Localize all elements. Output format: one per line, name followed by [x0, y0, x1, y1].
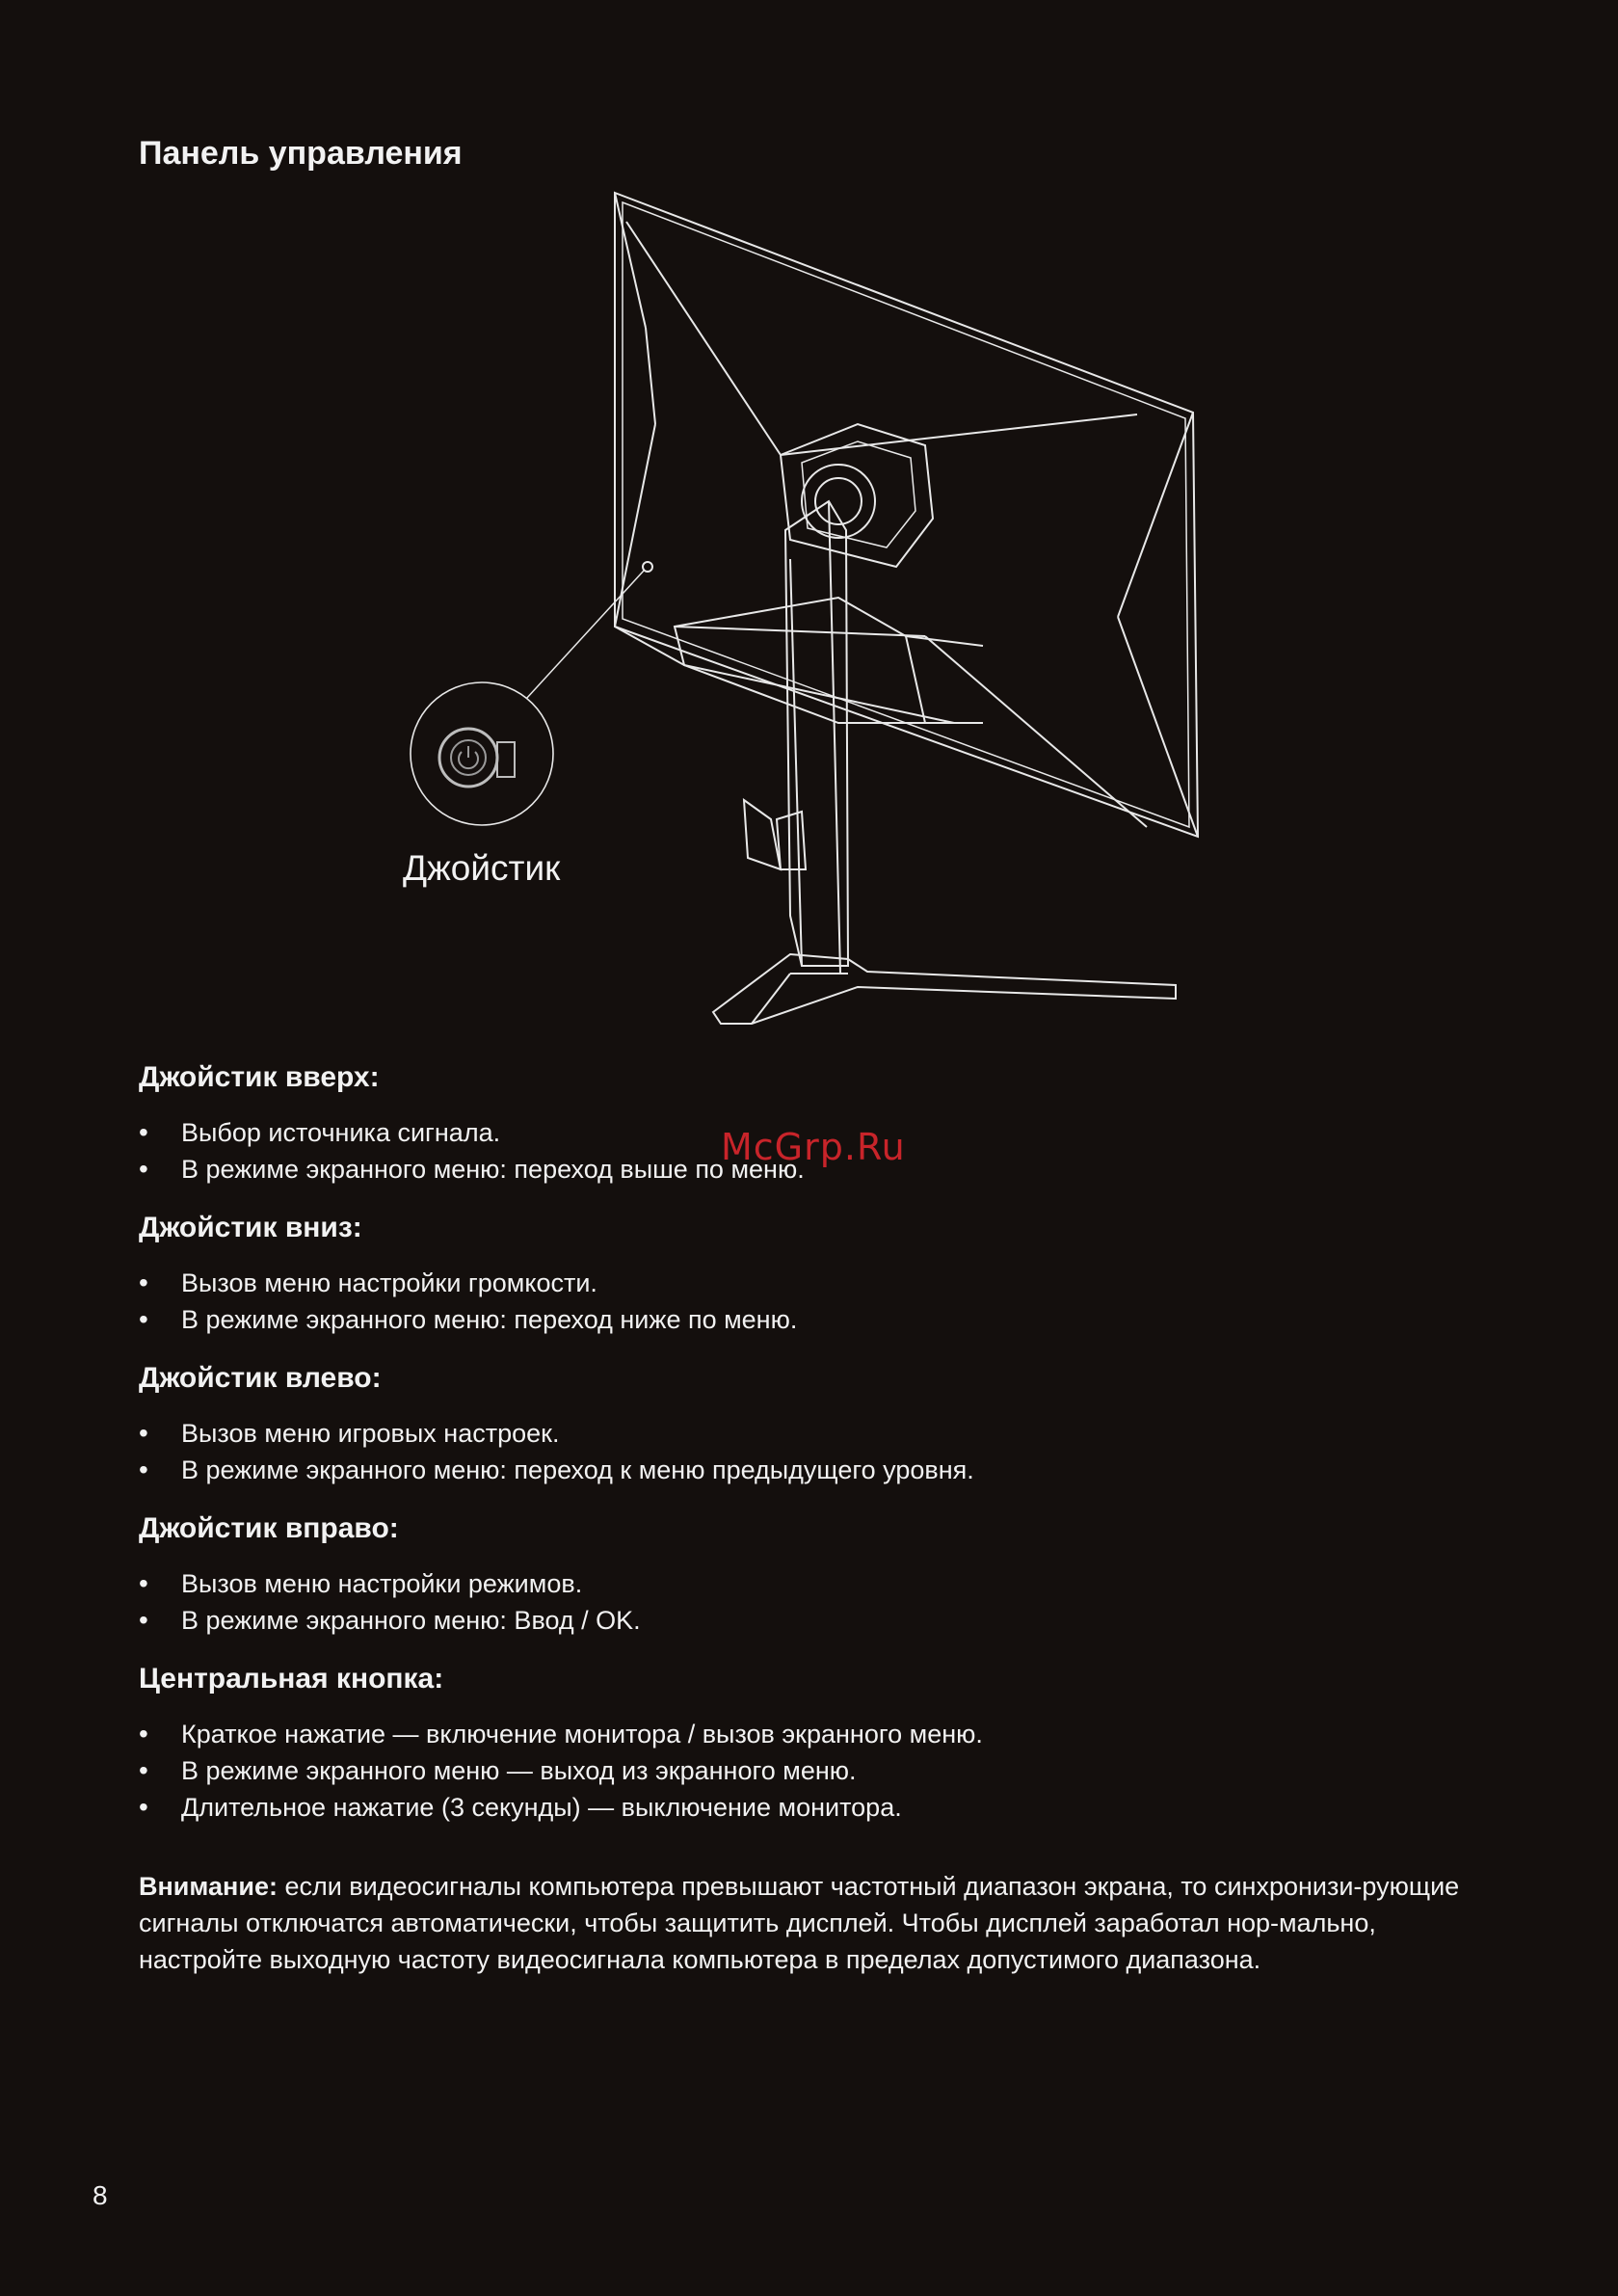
- list-item: • В режиме экранного меню: переход ниже по меню.: [139, 1301, 1478, 1338]
- section-heading: Джойстик влево:: [139, 1362, 382, 1394]
- list-item: • Краткое нажатие — включение монитора / вызов экранного меню.: [139, 1716, 1478, 1752]
- joystick-label: Джойстик: [403, 848, 561, 888]
- section-heading: Джойстик вниз:: [139, 1212, 362, 1243]
- section-heading: Джойстик вправо:: [139, 1512, 399, 1544]
- list-item: • Длительное нажатие (3 секунды) — выключение монитора.: [139, 1789, 1478, 1826]
- section-joystick-left: [139, 1359, 1478, 1488]
- list-item: • Выбор источника сигнала.: [139, 1114, 1478, 1151]
- section-heading: Центральная кнопка:: [139, 1663, 444, 1695]
- page-number: 8: [93, 2180, 108, 2210]
- notice-text: если видеосигналы компьютера превышают частотный диапазон экрана, то синхронизи-рующие сигналы отключатся автоматически, чтобы защитить дисплей. Чтобы дисплей заработал нор-мально, настройте выходную частоту видеосигнала компьютера в пределах допустимого диапазона.: [139, 1872, 1460, 1974]
- watermark: McGrp.Ru: [721, 1126, 906, 1168]
- list-item: • Вызов меню настройки громкости.: [139, 1265, 1478, 1301]
- section-heading: Джойстик вверх:: [139, 1061, 380, 1093]
- notice-paragraph: [139, 1868, 1478, 1978]
- notice-label: Внимание:: [139, 1872, 278, 1901]
- section-joystick-up: [139, 1058, 1478, 1188]
- list-item: • В режиме экранного меню: Ввод / OK.: [139, 1602, 1478, 1639]
- joystick-callout: [411, 682, 553, 825]
- section-center-button: [139, 1660, 1478, 1826]
- section-joystick-right: [139, 1509, 1478, 1639]
- page-title: Панель управления: [139, 135, 463, 172]
- list-item: • В режиме экранного меню: переход выше по меню.: [139, 1151, 1478, 1188]
- section-joystick-down: [139, 1209, 1478, 1338]
- monitor-illustration: [385, 183, 1214, 1031]
- list-item: • В режиме экранного меню — выход из экранного меню.: [139, 1752, 1478, 1789]
- list-item: • В режиме экранного меню: переход к меню предыдущего уровня.: [139, 1452, 1478, 1488]
- list-item: • Вызов меню настройки режимов.: [139, 1565, 1478, 1602]
- list-item: • Вызов меню игровых настроек.: [139, 1415, 1478, 1452]
- instructions: [139, 1058, 1478, 2004]
- monitor-back-outline: [615, 193, 1198, 1024]
